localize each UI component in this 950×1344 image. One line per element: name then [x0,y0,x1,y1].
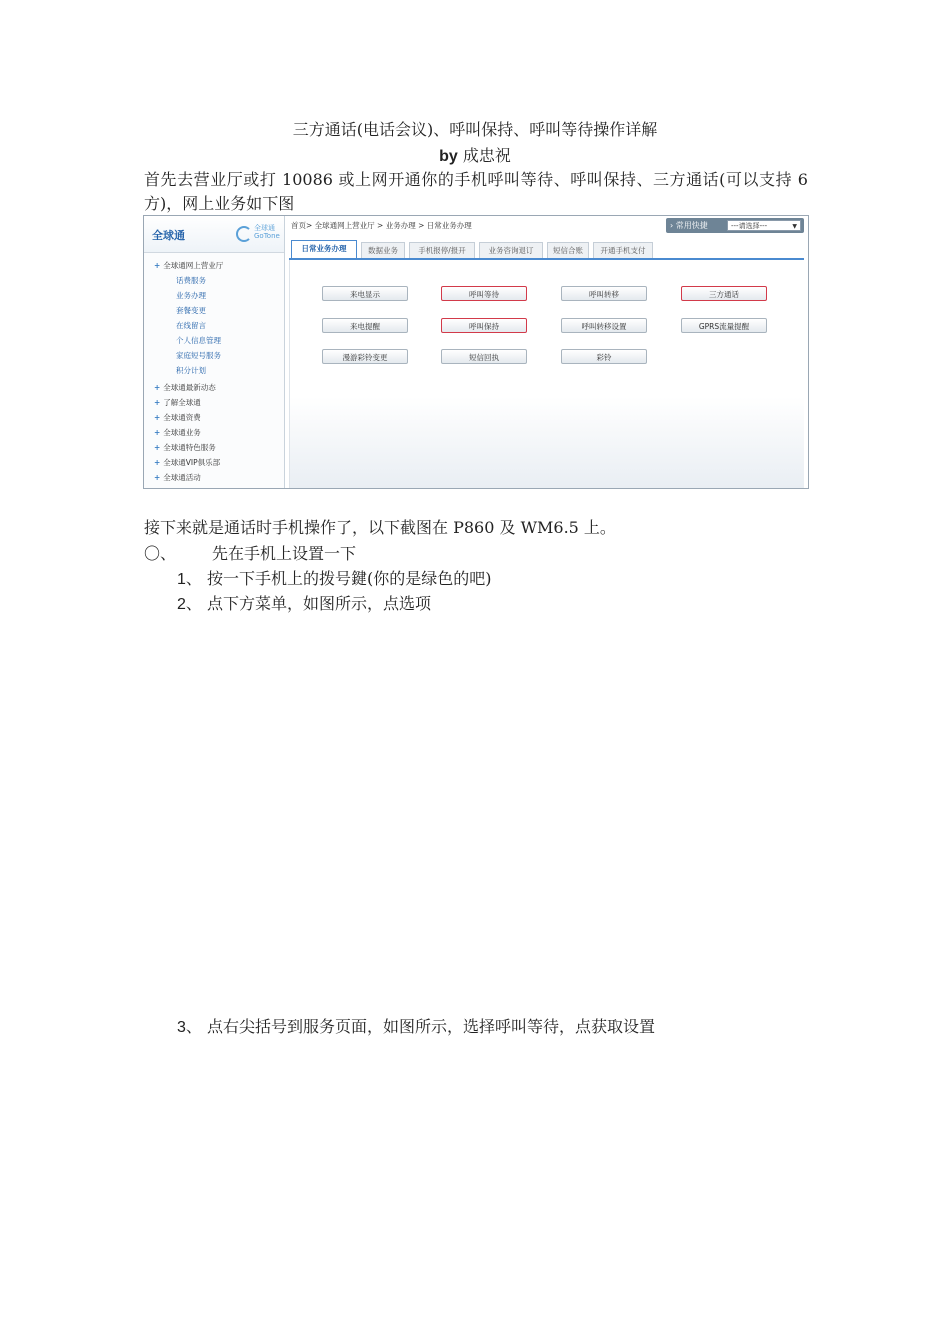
service-button[interactable]: 短信回执 [441,349,527,364]
service-button[interactable]: 来电提醒 [322,318,408,333]
tab-consult-unsubscribe[interactable]: 业务咨询退订 [479,242,543,258]
service-button[interactable]: 呼叫转移 [561,286,647,301]
list-number: 1、 [177,571,202,588]
service-button[interactable]: 呼叫保持 [441,318,527,333]
logo-bar [144,216,284,253]
sidebar-item[interactable]: + 了解全球通 [154,398,201,407]
tab-bar [289,240,804,260]
byline [0,143,950,166]
sidebar-subitem[interactable]: 积分计划 [176,366,206,375]
sidebar-item[interactable]: + 全球通VIP俱乐部 [154,458,221,467]
service-button[interactable]: 三方通话 [681,286,767,301]
plus-icon: + [154,383,161,392]
sidebar-item-online-hall[interactable]: + 全球通网上营业厅 [154,261,224,270]
list-text: 点右尖括号到服务页面，如图所示，选择呼叫等待，点获取设置 [207,1017,656,1036]
gotone-logo-icon [236,224,280,242]
tab-phone-suspend[interactable]: 手机报停/报开 [409,242,475,258]
plus-icon: + [154,443,161,452]
section-heading [144,541,357,564]
list-number: 2、 [177,596,202,613]
sidebar-subitem[interactable]: 业务办理 [176,291,206,300]
business-panel [289,260,804,488]
service-button[interactable]: 呼叫转移设置 [561,318,647,333]
breadcrumb: 首页> 全球通网上营业厅 > 业务办理 > 日常业务办理 [291,221,472,230]
list-text: 按一下手机上的拨号鍵(你的是绿色的吧) [207,569,492,588]
quick-access-bar [666,218,804,233]
section-text: 先在手机上设置一下 [212,544,357,563]
list-item [177,1014,656,1037]
plus-icon: + [154,261,161,270]
tab-daily-business[interactable]: 日常业务办理 [291,240,357,258]
quick-access-select[interactable]: ---请选择--- ▼ [727,220,801,231]
sidebar-subitem[interactable]: 在线留言 [176,321,206,330]
sidebar [144,216,285,488]
intro-paragraph: 首先去营业厅或打 10086 或上网开通你的手机呼叫等待、呼叫保持、三方通话(可以支持 6 方)，网上业务如下图 [144,170,808,213]
list-item [177,566,492,589]
logo-caption: 全球通 GoTone [254,224,280,240]
sidebar-subitem[interactable]: 个人信息管理 [176,336,221,345]
plus-icon: + [154,413,161,422]
plus-icon: + [154,473,161,482]
sidebar-subitem[interactable]: 家庭短号服务 [176,351,221,360]
service-button[interactable]: 彩铃 [561,349,647,364]
sidebar-item[interactable]: + 全球通资费 [154,413,201,422]
sidebar-item[interactable]: + 全球通特色服务 [154,443,216,452]
document-title: 三方通话(电话会议)、呼叫保持、呼叫等待操作详解 [292,120,658,139]
main-content [285,216,808,488]
plus-icon: + [154,458,161,467]
quick-access-label: › 常用快捷 [670,221,708,230]
tab-data-business[interactable]: 数据业务 [361,242,405,258]
author-name: 成忠祝 [462,146,511,165]
sidebar-item[interactable]: + 全球通活动 [154,473,201,482]
by-label: by [439,148,458,165]
embedded-screenshot [143,215,809,489]
list-text: 点下方菜单，如图所示，点选项 [207,594,432,613]
chevron-right-icon: › [670,221,674,230]
plus-icon: + [154,428,161,437]
tab-sms-combined[interactable]: 短信合账 [547,242,589,258]
section-marker: 〇、 [144,544,177,563]
service-button[interactable]: 漫游彩铃变更 [322,349,408,364]
dropdown-arrow-icon: ▼ [792,223,797,230]
sidebar-subitem[interactable]: 套餐变更 [176,306,206,315]
sidebar-subitem[interactable]: 话费服务 [176,276,206,285]
sidebar-item[interactable]: + 全球通最新动态 [154,383,216,392]
list-number: 3、 [177,1019,202,1036]
service-button[interactable]: 来电显示 [322,286,408,301]
logo-text: 全球通 [152,229,185,242]
service-button[interactable]: 呼叫等待 [441,286,527,301]
sidebar-item[interactable]: + 全球通业务 [154,428,201,437]
service-button[interactable]: GPRS流量提醒 [681,318,767,333]
list-item [177,591,432,614]
tab-mobile-payment[interactable]: 开通手机支付 [593,242,653,258]
plus-icon: + [154,398,161,407]
paragraph: 接下来就是通话时手机操作了，以下截图在 P860 及 WM6.5 上。 [144,518,616,537]
